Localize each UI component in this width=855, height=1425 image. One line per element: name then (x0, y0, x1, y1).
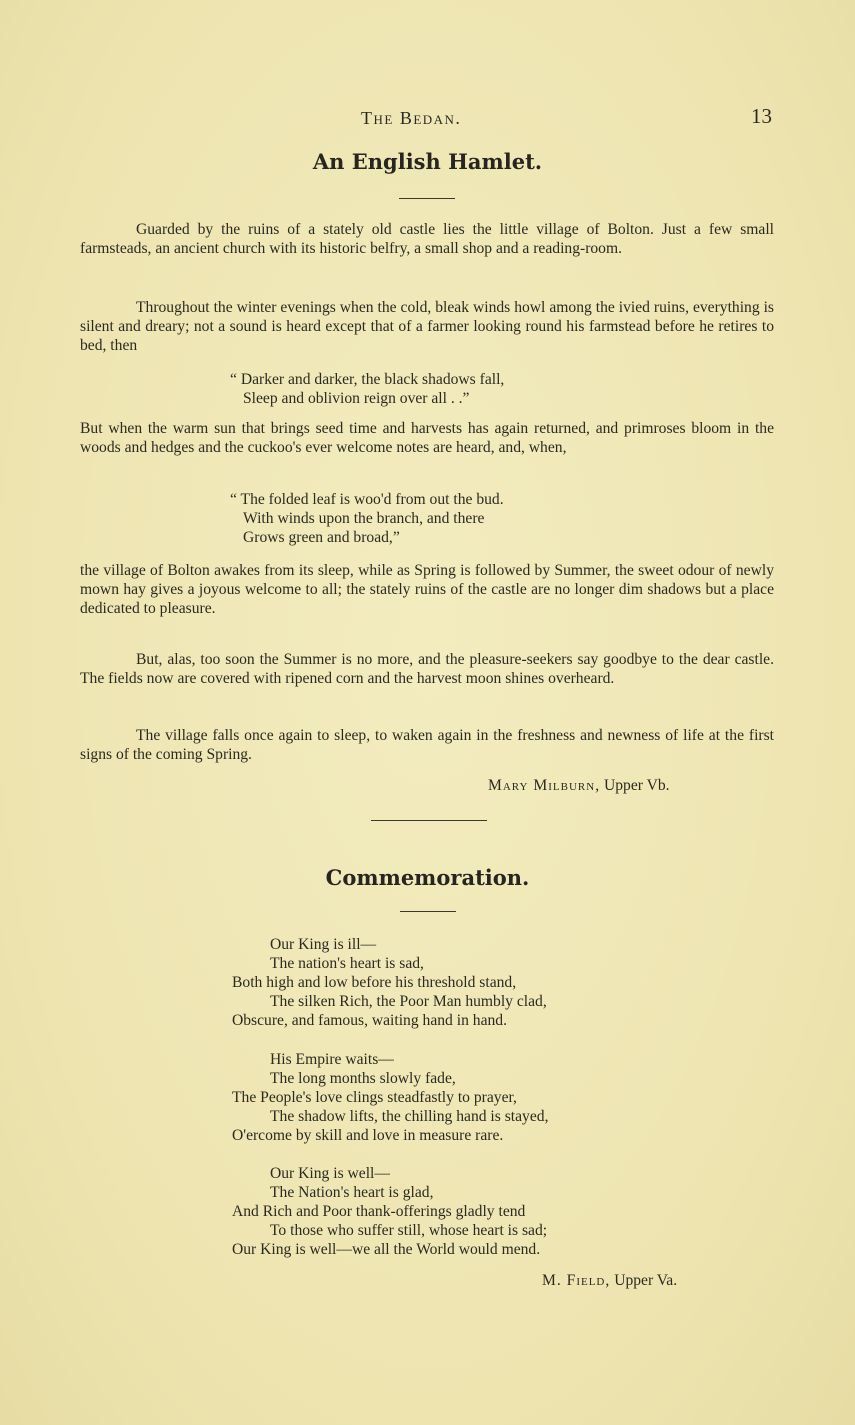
paragraph-3 (80, 419, 774, 457)
verse-line: O'ercome by skill and love in measure rare. (232, 1127, 504, 1144)
verse-line: The shadow lifts, the chilling hand is stayed, (270, 1108, 549, 1125)
paragraph-text: But when the warm sun that brings seed time and harvests has again returned, and primroses bloom in the woods and hedges and the cuckoo's ever welcome notes are heard, and, when, (80, 420, 774, 456)
article-title-english-hamlet: An English Hamlet. (312, 149, 543, 174)
poem-stanza-2 (232, 1050, 548, 1145)
verse-line: And Rich and Poor thank-offerings gladly tend (232, 1203, 526, 1220)
verse-line: Grows green and broad,” (243, 529, 400, 546)
article-title-commemoration: Commemoration. (325, 865, 530, 890)
running-title: The Bedan. (361, 108, 462, 128)
paragraph-text: But, alas, too soon the Summer is no more, and the pleasure-seekers say goodbye to the dear castle. The fields now are covered with ripened corn and the harvest moon shines overheard. (80, 651, 774, 687)
paragraph-4 (80, 561, 774, 618)
page-number: 13 (751, 104, 772, 128)
verse-line: The silken Rich, the Poor Man humbly clad, (270, 993, 547, 1010)
verse-line: The Nation's heart is glad, (270, 1184, 434, 1201)
poem-stanza-1 (232, 935, 547, 1030)
author-signature-2 (542, 1272, 677, 1290)
verse-line: Sleep and oblivion reign over all . .” (243, 390, 470, 407)
verse-line: The nation's heart is sad, (270, 955, 424, 972)
author-form: Upper Vb. (604, 777, 670, 794)
author-signature-1 (488, 777, 670, 795)
verse-line: Obscure, and famous, waiting hand in hand. (232, 1012, 507, 1029)
verse-line: To those who suffer still, whose heart is sad; (270, 1222, 548, 1239)
author-form: Upper Va. (614, 1272, 678, 1289)
paragraph-text: the village of Bolton awakes from its sleep, while as Spring is followed by Summer, the sweet odour of newly mown hay gives a joyous welcome to all; the stately ruins of the castle are no longer dim shadows but a place dedicated to pleasure. (80, 562, 774, 617)
running-header (0, 104, 855, 134)
quote-darker-and-darker (230, 370, 504, 408)
quote-folded-leaf (230, 490, 504, 547)
paragraph-2 (80, 298, 774, 355)
author-name: M. Field, (542, 1272, 611, 1289)
paragraph-1 (80, 220, 774, 258)
poem-stanza-3 (232, 1164, 547, 1259)
verse-line: His Empire waits— (270, 1051, 394, 1068)
section-divider (371, 820, 487, 821)
paragraph-5 (80, 650, 774, 688)
paragraph-text: The village falls once again to sleep, to waken again in the freshness and newness of life at the first signs of the coming Spring. (80, 727, 774, 763)
verse-line: The long months slowly fade, (270, 1070, 456, 1087)
verse-line: “ Darker and darker, the black shadows fall, (230, 371, 505, 388)
title-divider (400, 911, 456, 912)
paragraph-text: Guarded by the ruins of a stately old castle lies the little village of Bolton. Just a few small farmsteads, an ancient church with its historic belfry, a small shop and a reading-room. (80, 221, 774, 257)
verse-line: “ The folded leaf is woo'd from out the bud. (230, 491, 504, 508)
paragraph-text: Throughout the winter evenings when the cold, bleak winds howl among the ivied ruins, everything is silent and dreary; not a sound is heard except that of a farmer looking round his farmstead before he retires to bed, then (80, 299, 774, 354)
author-name: Mary Milburn, (488, 777, 601, 794)
title-divider (399, 198, 455, 199)
verse-line: Our King is ill— (270, 936, 377, 953)
paragraph-6 (80, 726, 774, 764)
verse-line: Our King is well—we all the World would mend. (232, 1241, 541, 1258)
verse-line: The People's love clings steadfastly to prayer, (232, 1089, 517, 1106)
verse-line: Our King is well— (270, 1165, 390, 1182)
verse-line: Both high and low before his threshold stand, (232, 974, 517, 991)
verse-line: With winds upon the branch, and there (243, 510, 485, 527)
